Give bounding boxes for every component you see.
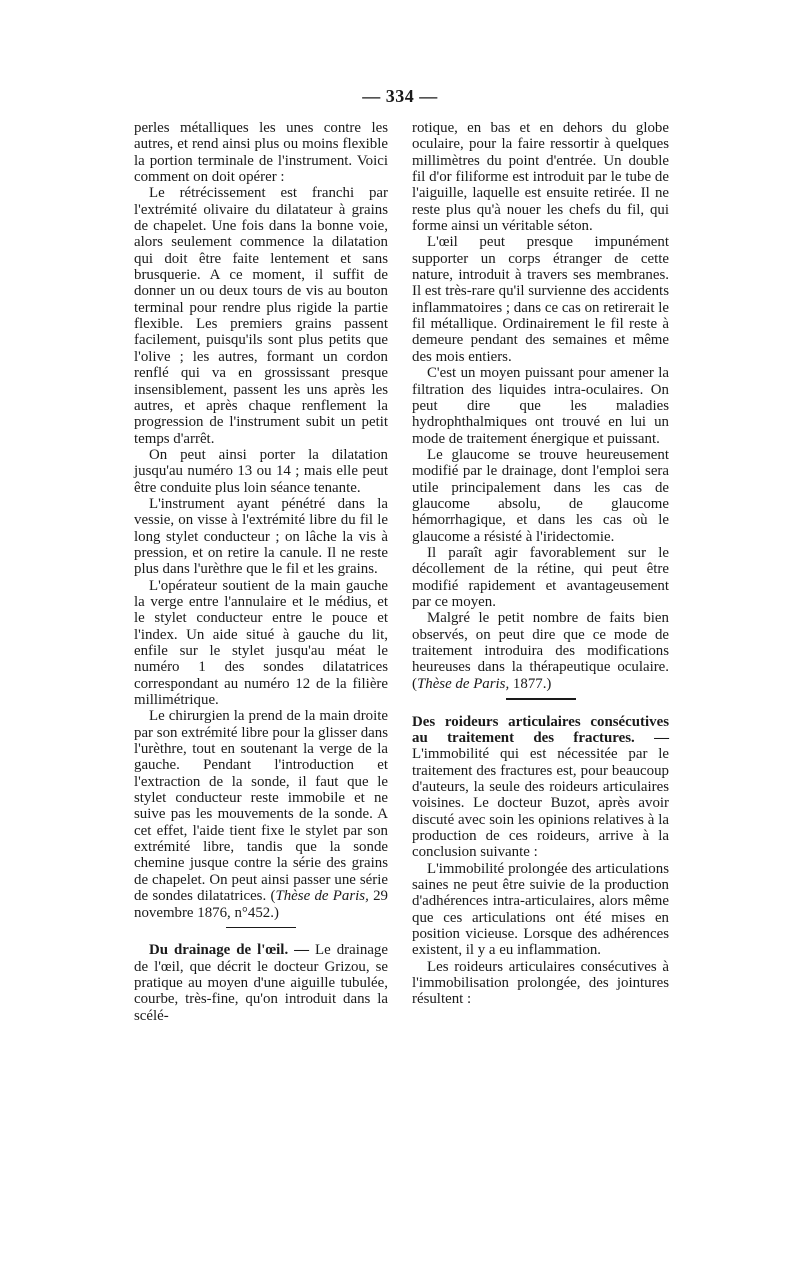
left-column: [134, 120, 388, 1024]
paragraph: L'instrument ayant pénétré dans la vessie, on visse à l'extrémité libre du fil le long stylet conducteur ; on lâche la vis à pression, et on retire la canule. Il ne reste plus dans l'urèthre que le fil et les grains.: [134, 495, 388, 578]
paragraph: On peut ainsi porter la dilatation jusqu'au numéro 13 ou 14 ; mais elle peut être conduite plus loin séance tenante.: [134, 446, 388, 496]
right-column: [412, 120, 669, 1008]
reference-date: 29 novembre 1876, n°452.): [134, 888, 388, 921]
paragraph: Le rétrécissement est franchi par l'extrémité olivaire du dilatateur à grains de chapelet. Une fois dans la bonne voie, alors seulement commence la dilatation qui doit être faite lentement et sans brusquerie. A ce moment, il suffit de donner un ou deux tours de vis au bouton terminal pour rendre plus rigide la partie flexible. Les premiers grains passent facilement, puisqu'ils sont plus petits que l'olive ; les autres, formant un cordon renflé qui va en grossissant presque insensiblement, passent les uns après les autres, et après chaque renflement la progression de l'instrument subit un petit temps d'arrêt.: [134, 185, 388, 447]
section-divider: [506, 698, 576, 700]
reference-open: (: [270, 888, 276, 905]
paragraph: Les roideurs articulaires consécutives à l'immobilisation prolongée, des jointures résultent :: [412, 958, 669, 1008]
paragraph: L'opérateur soutient de la main gauche la verge entre l'annulaire et le médius, et le stylet conducteur entre le pouce et l'index. Un aide situé à gauche du lit, enfile sur le stylet jusqu'au méat le numéro 1 des sondes dilatatrices correspondant au numéro 12 de la filière millimétrique.: [134, 577, 388, 709]
paragraph: L'immobilité prolongée des articulations saines ne peut être suivie de la production d'adhérences intra-articulaires, alors même que ces articulations ont été mises en position vicieuse. Lorsque des adhérences existent, il y a eu inflammation.: [412, 860, 669, 959]
reference-source: Thèse de Paris,: [416, 675, 510, 692]
paragraph: L'œil peut presque impunément supporter un corps étranger de cette nature, introduit à travers ses membranes. Il est très-rare qu'il survienne des accidents inflammatoires ; dans ce cas on retirerait le fil métallique. Ordinairement le fil reste à demeure pendant des semaines et même des mois entiers.: [412, 234, 669, 365]
section-title: Des roideurs articulaires consécutives au traitement des fractures. —: [412, 713, 669, 746]
paragraph: Il paraît agir favorablement sur le décollement de la rétine, qui peut être modifié rapidement et avantageusement par ce moyen.: [412, 544, 669, 610]
paragraph-with-reference: [412, 610, 669, 692]
reference-open: (: [412, 675, 417, 692]
reference-date: 1877.): [509, 675, 552, 692]
paragraph-text: Malgré le petit nombre de faits bien observés, on peut dire que ce mode de traitement introduira des modifications heureuses dans la thérapeutique oculaire.: [412, 610, 669, 676]
paragraph-with-reference: [134, 708, 388, 920]
section-divider: [226, 927, 296, 929]
paragraph: C'est un moyen puissant pour amener la filtration des liquides intra-oculaires. On peut dire que les maladies hydrophthalmiques ont trouvé en lui un mode de traitement énergique et puissant.: [412, 365, 669, 447]
section-title: Du drainage de l'œil. —: [149, 942, 310, 959]
section-text: Le drainage de l'œil, que décrit le docteur Grizou, se pratique au moyen d'une aiguille tubulée, courbe, très-fine, qu'on introduit dans la scélé-: [134, 942, 388, 1024]
section-paragraph: [412, 714, 669, 861]
section-paragraph: [134, 942, 388, 1024]
reference-source: Thèse de Paris,: [275, 888, 369, 905]
paragraph: Le glaucome se trouve heureusement modifié par le drainage, dont l'emploi sera utile principalement dans les cas de glaucome absolu, de glaucome hémorrhagique, et dans les cas où le glaucome a résisté à l'iridectomie.: [412, 446, 669, 545]
section-text: L'immobilité qui est nécessitée par le traitement des fractures est, pour beaucoup d'auteurs, la seule des roideurs articulaires voisines. Le docteur Buzot, après avoir discuté avec soin les opinions relatives à la production de ces roideurs, arrive à la conclusion suivante :: [412, 746, 669, 861]
paragraph-text: Le chirurgien la prend de la main droite par son extrémité libre pour la glisser dans l'urèthre, tout en soutenant la verge de la gauche. Pendant l'introduction et l'extraction de la sonde, il faut que le stylet conducteur reste immobile et ne suive pas les mouvements de la sonde. A cet effet, l'aide tient fixe le stylet par son extrémité libre, tandis que la sonde chemine jusque contre la série des grains de chapelet. On peut ainsi passer une série de sondes dilatatrices.: [134, 708, 388, 905]
page-number: — 334 —: [362, 86, 438, 106]
paragraph: perles métalliques les unes contre les autres, et rend ainsi plus ou moins flexible la portion terminale de l'instrument. Voici comment on doit opérer :: [134, 120, 388, 186]
paragraph: rotique, en bas et en dehors du globe oculaire, pour la faire ressortir à quelques millimètres du point d'entrée. Un double fil d'or filiforme est introduit par le tube de l'aiguille, laquelle est ensuite retirée. Il ne reste plus qu'à nouer les chefs du fil, qui forme ainsi un véritable séton.: [412, 120, 669, 235]
